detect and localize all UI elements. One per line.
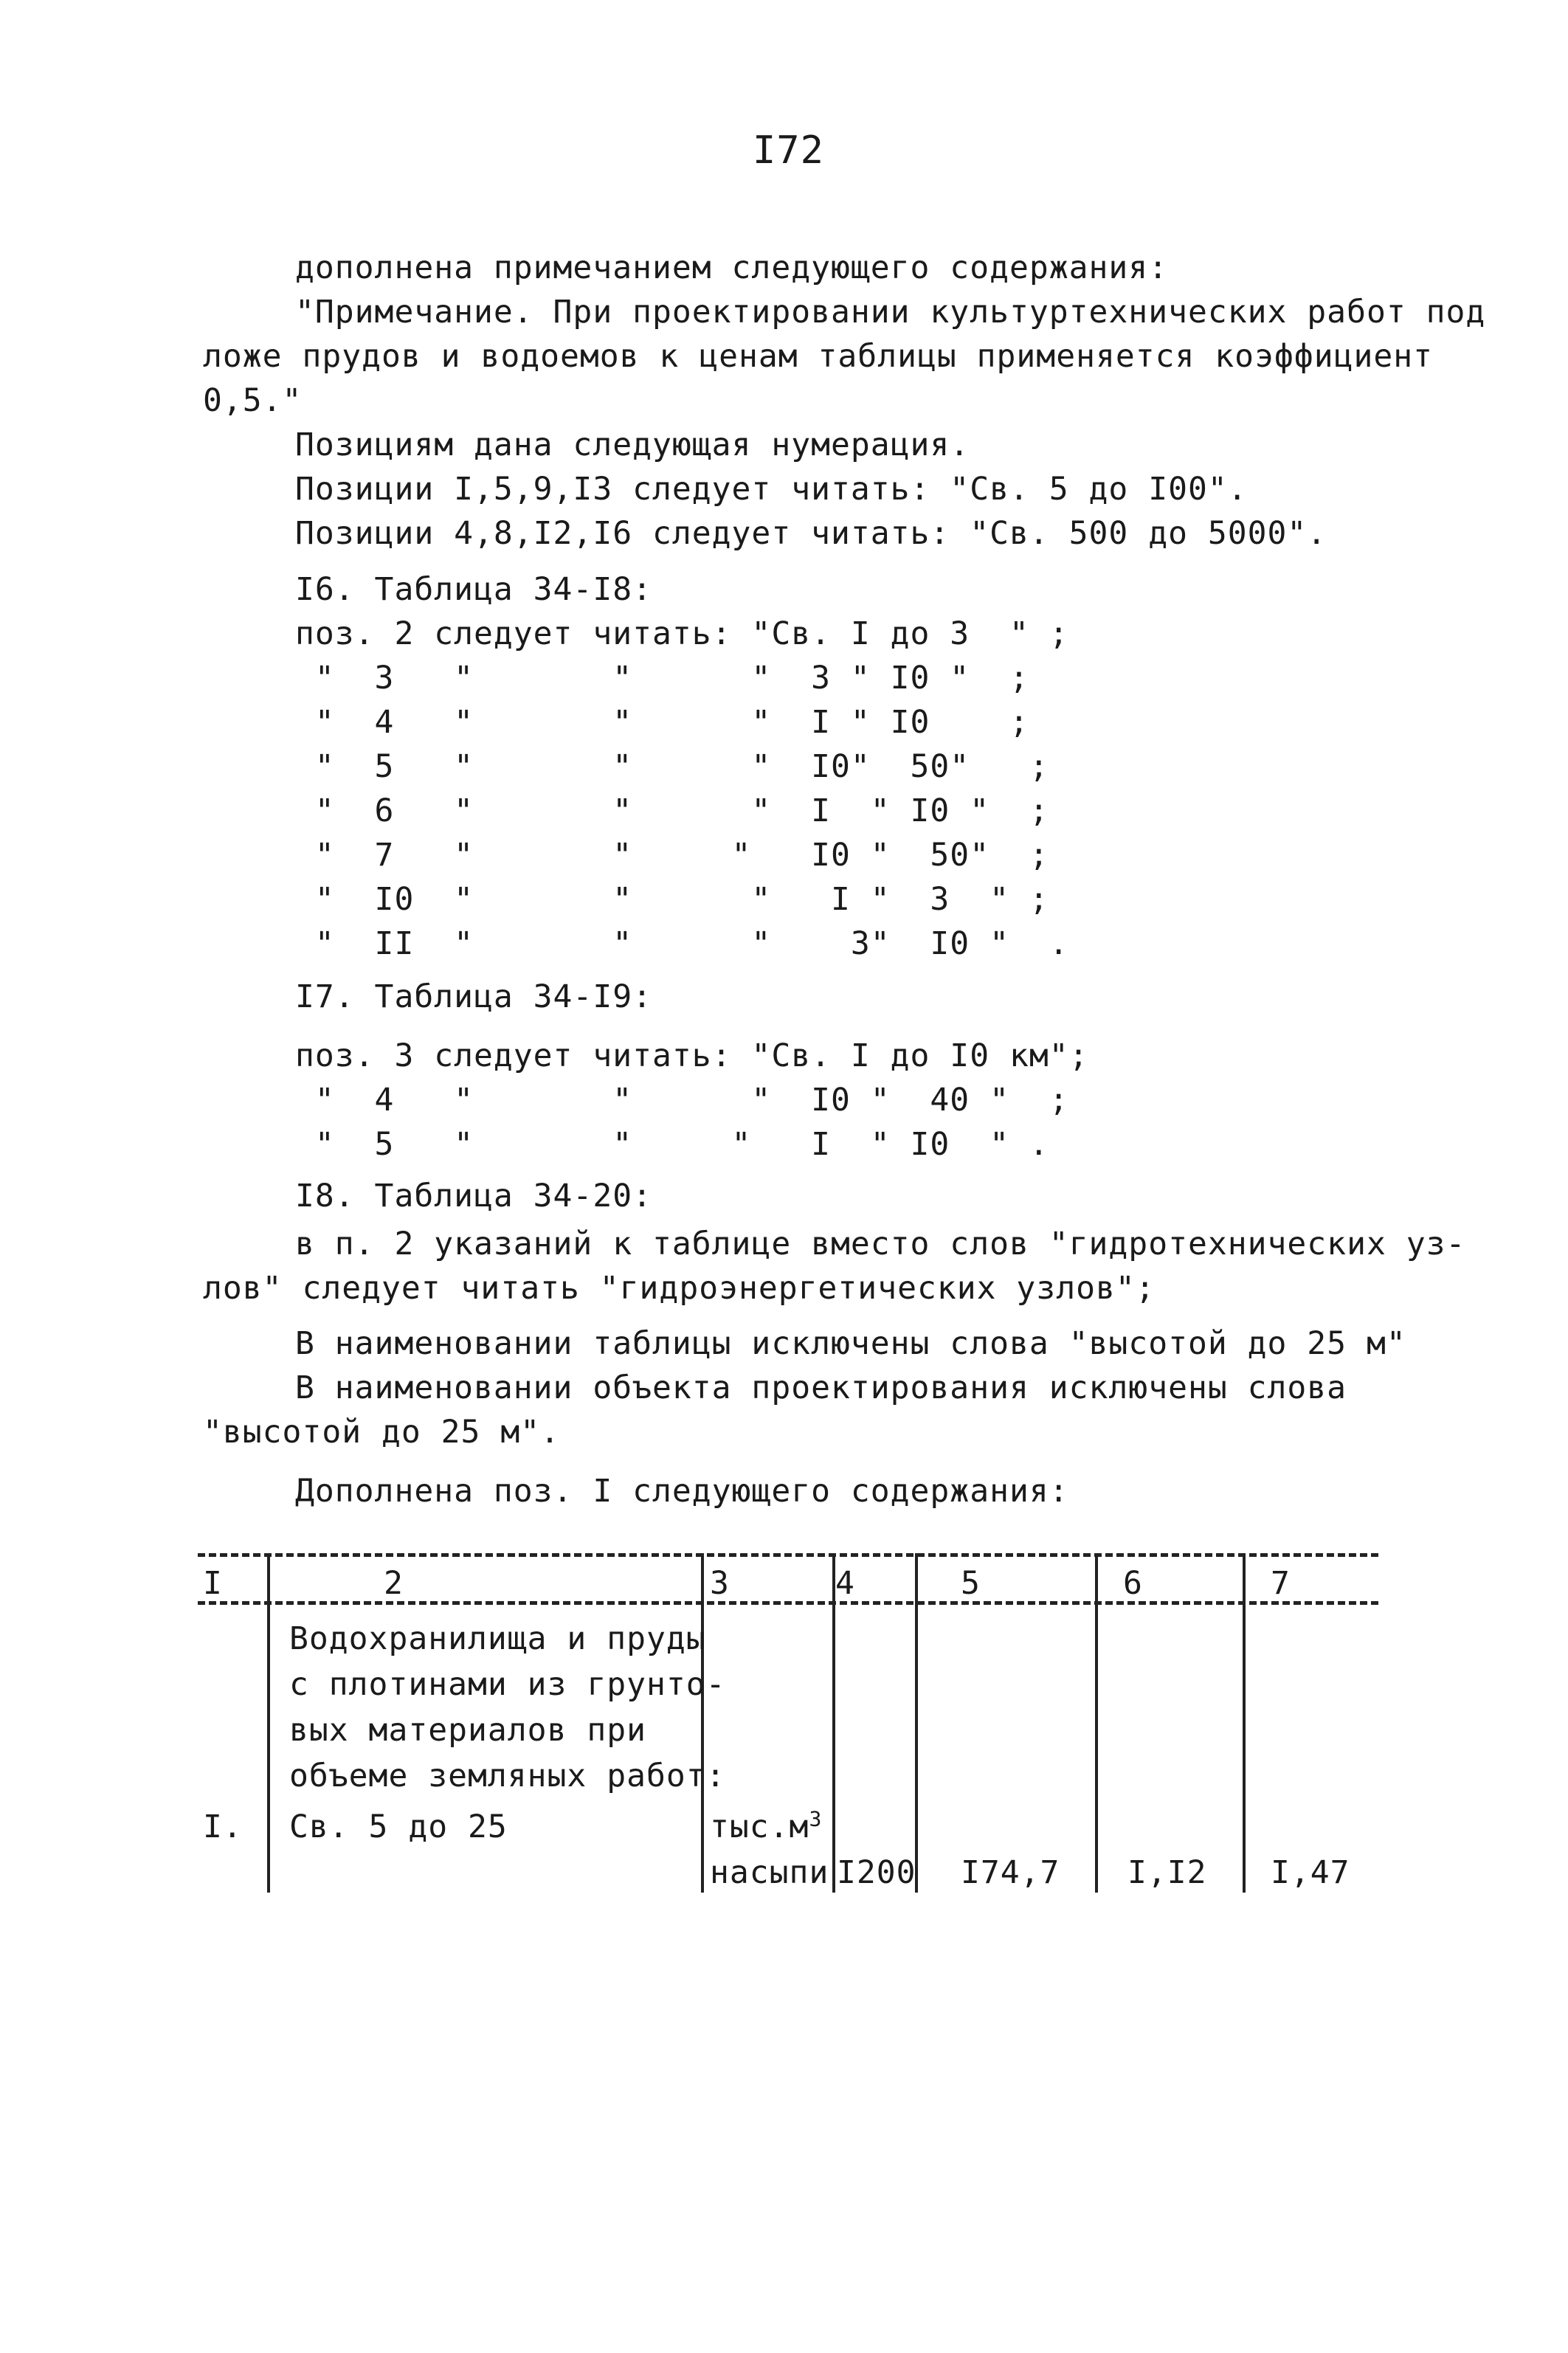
row-desc-line: объеме земляных работ: bbox=[289, 1758, 726, 1794]
col-divider bbox=[701, 1553, 704, 1893]
col-divider bbox=[915, 1553, 918, 1893]
s16-row: " 7 " " " I0 " 50" ; bbox=[295, 837, 1049, 874]
s17-row: поз. 3 следует читать: "Св. I до I0 км"; bbox=[295, 1037, 1089, 1074]
unit-cell: $тыс.м^3$ bbox=[710, 1806, 823, 1845]
page-number: I72 bbox=[753, 128, 824, 173]
row-desc-line: вых материалов при bbox=[289, 1712, 646, 1749]
note-line-3: 0,5." bbox=[203, 382, 303, 419]
cell-col-6: I,I2 bbox=[1127, 1854, 1207, 1891]
s18-line-6: Дополнена поз. I следующего содержания: bbox=[295, 1473, 1069, 1510]
row-number: I. bbox=[203, 1808, 243, 1845]
s18-line-2: лов" следует читать "гидроэнергетических узлов"; bbox=[203, 1270, 1156, 1307]
section-16-heading: I6. Таблица 34-I8: bbox=[295, 571, 652, 608]
table-top-rule bbox=[198, 1553, 1378, 1557]
table-header-rule bbox=[198, 1601, 1378, 1605]
cell-col-5: I74,7 bbox=[961, 1854, 1060, 1891]
col-header-3: 3 bbox=[710, 1565, 730, 1602]
positions-heading: Позициям дана следующая нумерация. bbox=[295, 426, 970, 463]
col-header-1: I bbox=[203, 1565, 223, 1602]
col-divider bbox=[1243, 1553, 1246, 1893]
section-17-heading: I7. Таблица 34-I9: bbox=[295, 978, 652, 1015]
intro-line: дополнена примечанием следующего содержания: bbox=[295, 249, 1169, 286]
row-desc-line: с плотинами из грунто- bbox=[289, 1666, 726, 1703]
s17-row: " 4 " " " I0 " 40 " ; bbox=[295, 1082, 1069, 1119]
s18-line-5: "высотой до 25 м". bbox=[203, 1414, 560, 1451]
s16-row: поз. 2 следует читать: "Св. I до 3 " ; bbox=[295, 615, 1069, 652]
col-divider bbox=[1095, 1553, 1098, 1893]
s16-row: " I0 " " " I " 3 " ; bbox=[295, 881, 1049, 918]
col-header-6: 6 bbox=[1123, 1565, 1143, 1602]
unit-cell-2: насыпи bbox=[710, 1854, 829, 1891]
cell-col-7: I,47 bbox=[1271, 1854, 1350, 1891]
s16-row: " 3 " " " 3 " I0 " ; bbox=[295, 660, 1029, 697]
note-line-2: ложе прудов и водоемов к ценам таблицы применяется коэффициент bbox=[203, 338, 1434, 375]
s16-row: " 5 " " " I0" 50" ; bbox=[295, 748, 1049, 785]
col-header-5: 5 bbox=[961, 1565, 981, 1602]
s16-row: " II " " " 3" I0 " . bbox=[295, 925, 1069, 962]
s16-row: " 4 " " " I " I0 ; bbox=[295, 704, 1029, 741]
row-label: Св. 5 до 25 bbox=[289, 1808, 508, 1845]
note-line-1: "Примечание. При проектировании культуртехнических работ под bbox=[295, 294, 1486, 331]
col-divider bbox=[832, 1553, 835, 1893]
positions-line-2: Позиции 4,8,I2,I6 следует читать: "Св. 500 до 5000". bbox=[295, 515, 1327, 552]
s16-row: " 6 " " " I " I0 " ; bbox=[295, 792, 1049, 829]
row-desc-line: Водохранилища и пруды bbox=[289, 1620, 706, 1657]
col-header-7: 7 bbox=[1271, 1565, 1291, 1602]
cell-col-4: I200 bbox=[837, 1854, 916, 1891]
s18-line-3: В наименовании таблицы исключены слова "высотой до 25 м" bbox=[295, 1325, 1406, 1362]
s18-line-1: в п. 2 указаний к таблице вместо слов "гидротехнических уз- bbox=[295, 1226, 1466, 1262]
s17-row: " 5 " " " I " I0 " . bbox=[295, 1126, 1049, 1163]
col-header-4: 4 bbox=[835, 1565, 855, 1602]
col-divider bbox=[267, 1553, 270, 1893]
positions-line-1: Позиции I,5,9,I3 следует читать: "Св. 5 до I00". bbox=[295, 471, 1248, 508]
section-18-heading: I8. Таблица 34-20: bbox=[295, 1178, 652, 1214]
col-header-2: 2 bbox=[384, 1565, 404, 1602]
s18-line-4: В наименовании объекта проектирования исключены слова bbox=[295, 1369, 1347, 1406]
